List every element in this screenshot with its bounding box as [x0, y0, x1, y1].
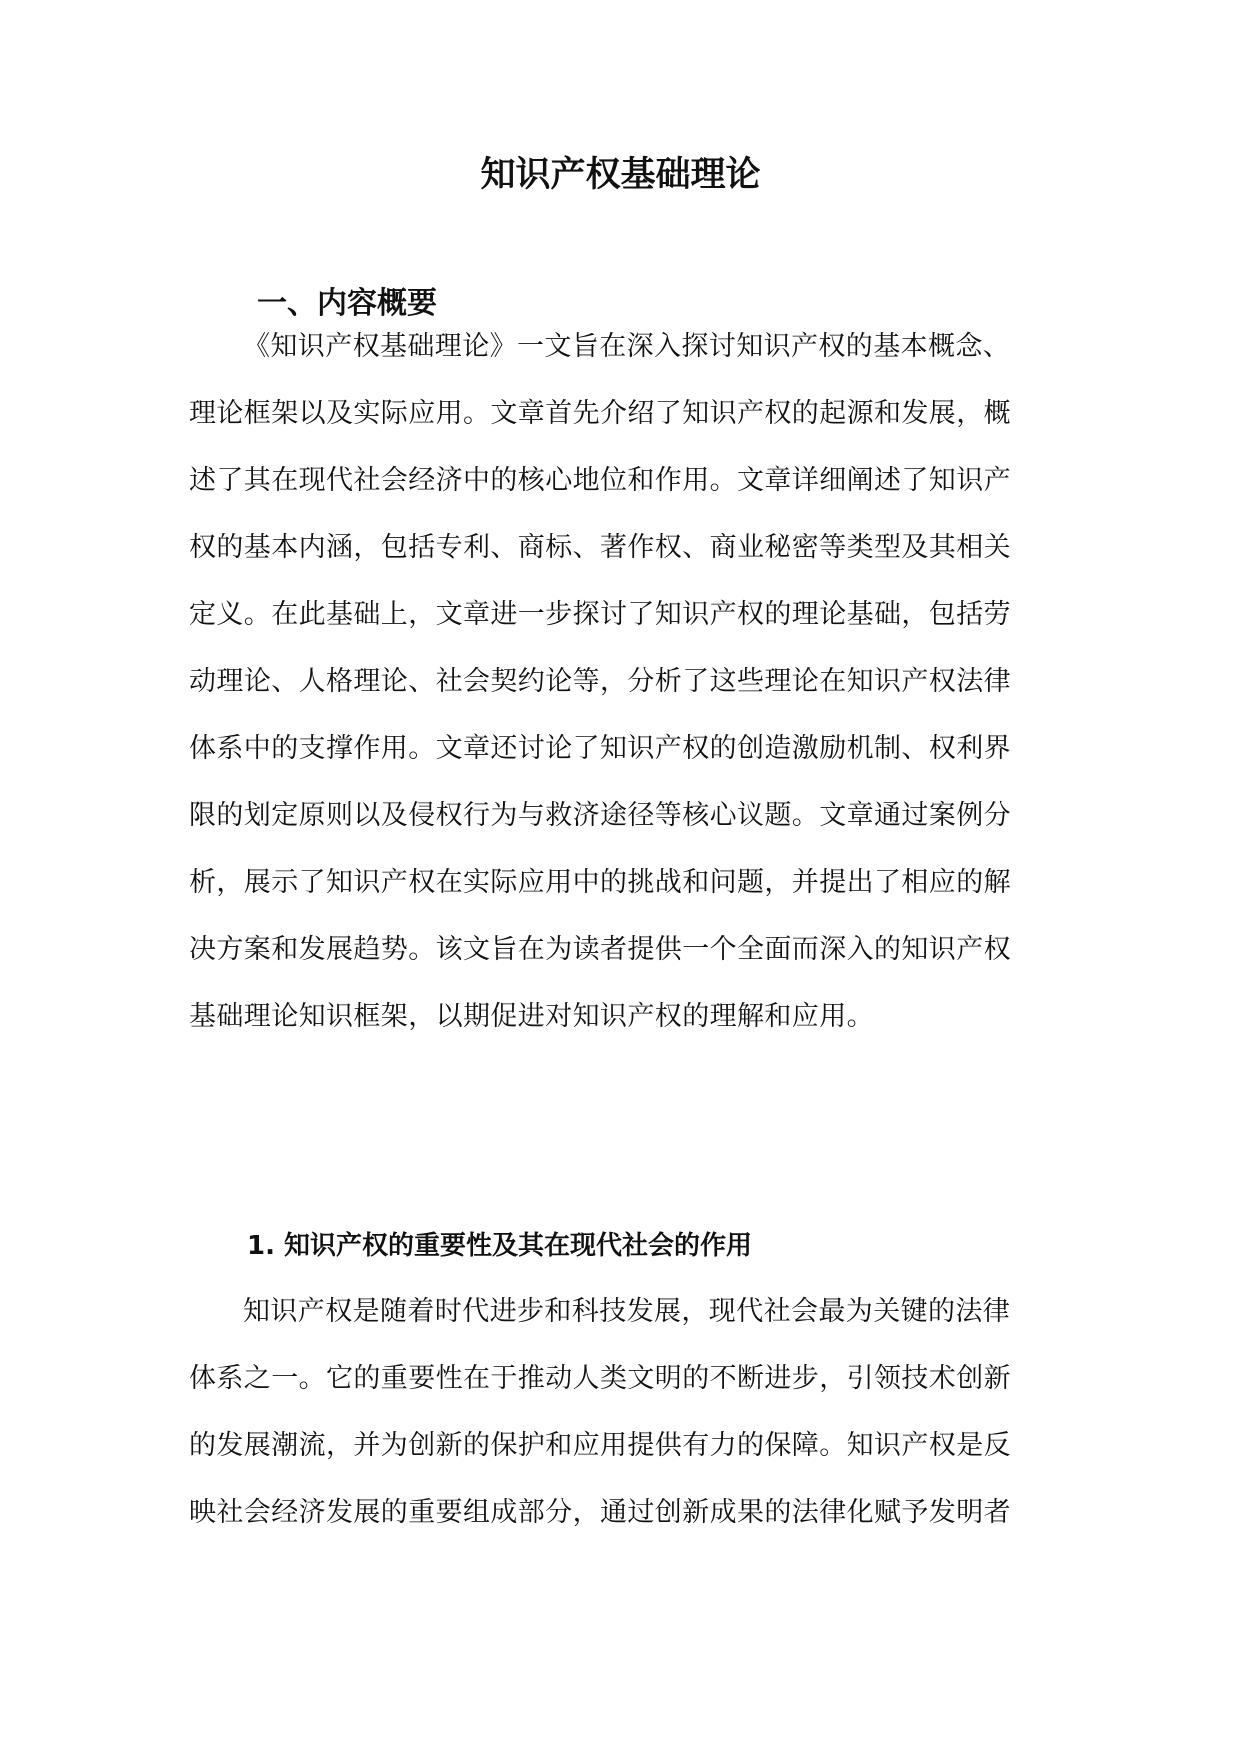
paragraph-line: 定义。在此基础上，文章进一步探讨了知识产权的理论基础，包括劳 — [189, 599, 1011, 630]
paragraph-line: 映社会经济发展的重要组成部分，通过创新成果的法律化赋予发明者 — [189, 1497, 1011, 1528]
paragraph-line: 理论框架以及实际应用。文章首先介绍了知识产权的起源和发展，概 — [189, 398, 1011, 429]
paragraph-line: 析，展示了知识产权在实际应用中的挑战和问题，并提出了相应的解 — [189, 867, 1011, 898]
paragraph-line: 《知识产权基础理论》一文旨在深入探讨知识产权的基本概念、 — [243, 331, 1011, 362]
paragraph-line: 基础理论知识框架，以期促进对知识产权的理解和应用。 — [189, 1001, 874, 1032]
paragraph-line: 体系之一。它的重要性在于推动人类文明的不断进步，引领技术创新 — [189, 1363, 1011, 1394]
paragraph-line: 动理论、人格理论、社会契约论等，分析了这些理论在知识产权法律 — [189, 666, 1011, 697]
document-title: 知识产权基础理论 — [480, 155, 761, 195]
paragraph-line: 权的基本内涵，包括专利、商标、著作权、商业秘密等类型及其相关 — [189, 532, 1011, 563]
paragraph-line: 限的划定原则以及侵权行为与救济途径等核心议题。文章通过案例分 — [189, 800, 1011, 831]
paragraph-line: 的发展潮流，并为创新的保护和应用提供有力的保障。知识产权是反 — [189, 1430, 1011, 1461]
paragraph-line: 体系中的支撑作用。文章还讨论了知识产权的创造激励机制、权利界 — [189, 733, 1011, 764]
paragraph-line: 述了其在现代社会经济中的核心地位和作用。文章详细阐述了知识产 — [189, 465, 1011, 496]
paragraph-line: 决方案和发展趋势。该文旨在为读者提供一个全面而深入的知识产权 — [189, 934, 1011, 965]
paragraph-line: 知识产权是随着时代进步和科技发展，现代社会最为关键的法律 — [243, 1296, 1011, 1327]
section-heading-summary: 一、内容概要 — [257, 286, 437, 321]
subsection-heading-importance: 1. 知识产权的重要性及其在现代社会的作用 — [247, 1231, 753, 1261]
